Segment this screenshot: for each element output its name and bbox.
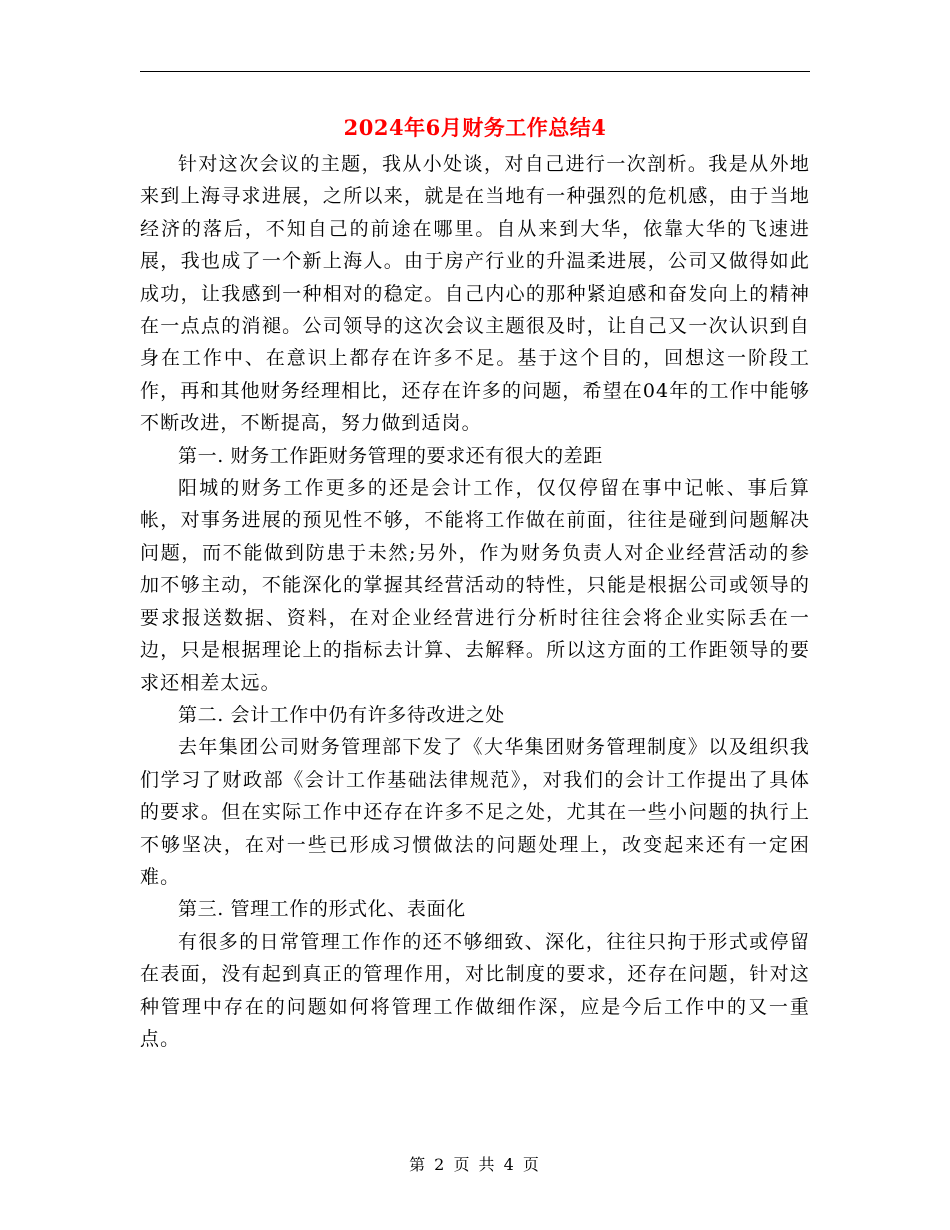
document-title: 2024年6月财务工作总结4 [343, 115, 607, 140]
section-heading-1: 第一. 财务工作距财务管理的要求还有很大的差距 [178, 444, 603, 467]
header-rule [140, 71, 810, 72]
paragraph-section-2: 去年集团公司财务管理部下发了《大华集团财务管理制度》以及组织我们学习了财政部《会计工作基础法律规范》，对我们的会计工作提出了具体的要求。但在实际工作中还存在许多不足之处，尤其在一些小问题的执行上不够坚决，在对一些已形成习惯做法的问题处理上，改变起来还有一定困难。 [140, 736, 810, 888]
document-body [140, 108, 810, 1055]
paragraph-section-3: 有很多的日常管理工作作的还不够细致、深化，往往只拘于形式或停留在表面，没有起到真正的管理作用，对比制度的要求，还存在问题，针对这种管理中存在的问题如何将管理工作做细作深，应是今后工作中的又一重点。 [140, 930, 810, 1050]
paragraph-intro: 针对这次会议的主题，我从小处谈，对自己进行一次剖析。我是从外地来到上海寻求进展，之所以来，就是在当地有一种强烈的危机感，由于当地经济的落后，不知自己的前途在哪里。自从来到大华，依靠大华的飞速进展，我也成了一个新上海人。由于房产行业的升温柔进展，公司又做得如此成功，让我感到一种相对的稳定。自己内心的那种紧迫感和奋发向上的精神在一点点的消褪。公司领导的这次会议主题很及时，让自己又一次认识到自身在工作中、在意识上都存在许多不足。基于这个目的，回想这一阶段工作，再和其他财务经理相比，还存在许多的问题，希望在04年的工作中能够不断改进，不断提高，努力做到适岗。 [140, 153, 810, 435]
paragraph-section-1: 阳城的财务工作更多的还是会计工作，仅仅停留在事中记帐、事后算帐，对事务进展的预见性不够，不能将工作做在前面，往往是碰到问题解决问题，而不能做到防患于未然;另外，作为财务负责人对企业经营活动的参加不够主动，不能深化的掌握其经营活动的特性，只能是根据公司或领导的要求报送数据、资料，在对企业经营进行分析时往往会将企业实际丢在一边，只是根据理论上的指标去计算、去解释。所以这方面的工作距领导的要求还相差太远。 [140, 477, 810, 694]
section-heading-3: 第三. 管理工作的形式化、表面化 [178, 898, 466, 921]
page-footer: 第 2 页 共 4 页 [409, 1155, 541, 1174]
section-heading-2: 第二. 会计工作中仍有许多待改进之处 [178, 703, 505, 726]
